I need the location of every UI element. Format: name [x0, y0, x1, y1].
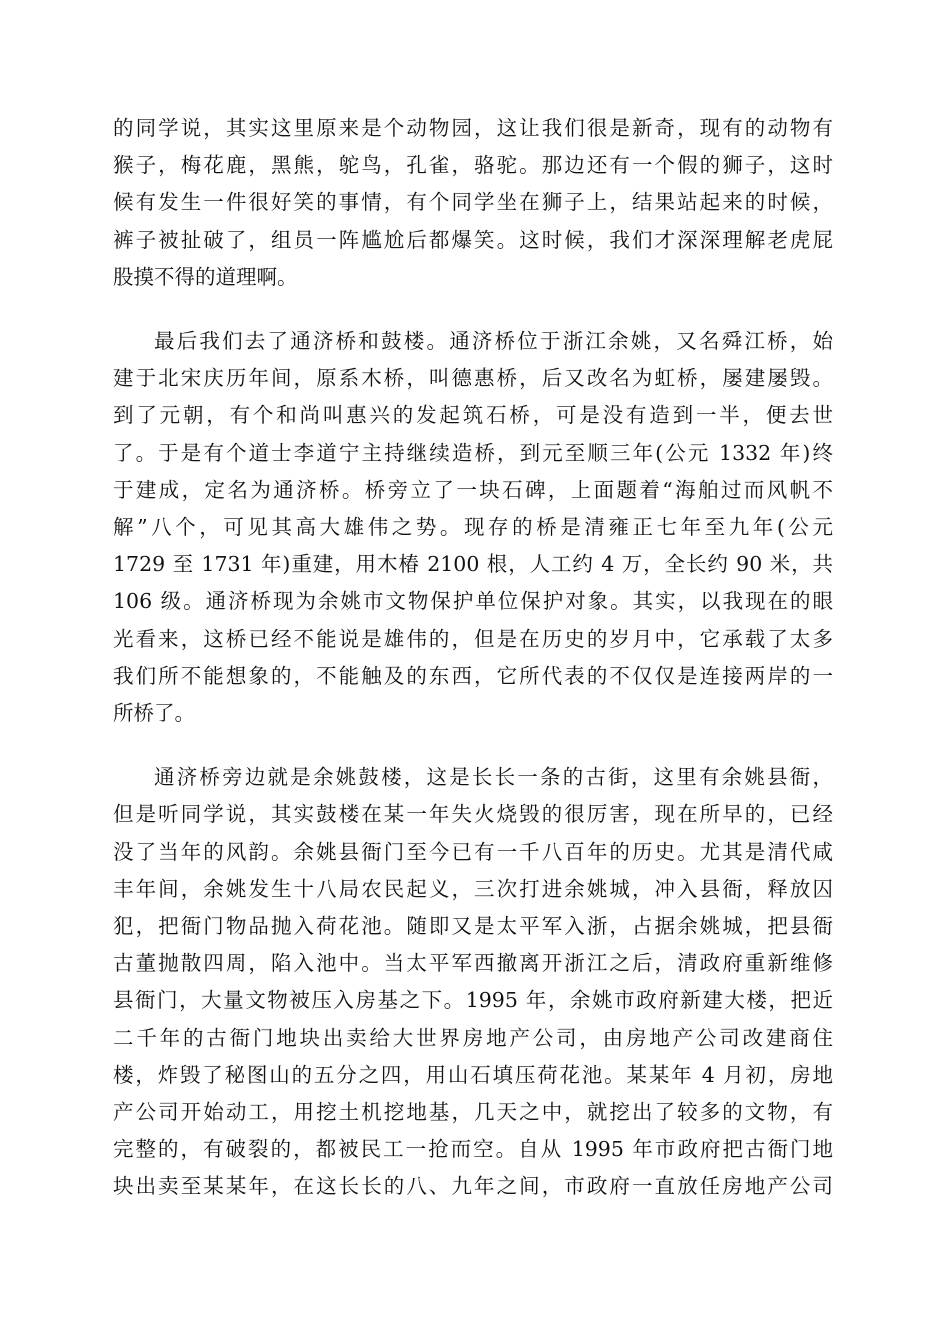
- text-line: 我们所不能想象的，不能触及的东西，它所代表的不仅仅是连接两岸的一: [113, 663, 833, 688]
- text-line: 解”八个，可见其高大雄伟之势。现存的桥是清雍正七年至九年(公元: [113, 515, 833, 540]
- paragraph-tongji-bridge: [113, 323, 833, 732]
- text-line: 但是听同学说，其实鼓楼在某一年失火烧毁的很厉害，现在所早的，已经: [113, 802, 833, 827]
- text-line: 完整的，有破裂的，都被民工一抢而空。自从 1995 年市政府把古衙门地: [113, 1137, 833, 1162]
- text-line: 的同学说，其实这里原来是个动物园，这让我们很是新奇，现有的动物有: [113, 116, 833, 140]
- text-line: 1729 至 1731 年)重建，用木椿 2100 根，人工约 4 万，全长约 90 米，共: [113, 552, 833, 577]
- text-line: 于建成，定名为通济桥。桥旁立了一块石碑，上面题着“海舶过而风帆不: [113, 477, 833, 502]
- text-line: 到了元朝，有个和尚叫惠兴的发起筑石桥，可是没有造到一半，便去世: [113, 403, 833, 428]
- text-line: 县衙门，大量文物被压入房基之下。1995 年，余姚市政府新建大楼，把近: [113, 988, 833, 1013]
- paragraph-zoo: [113, 110, 833, 296]
- text-line: 通济桥旁边就是余姚鼓楼，这是长长一条的古街，这里有余姚县衙，: [154, 765, 833, 790]
- text-line: 了。于是有个道士李道宁主持继续造桥，到元至顺三年(公元 1332 年)终: [113, 440, 833, 465]
- text-line: 候有发生一件很好笑的事情，有个同学坐在狮子上，结果站起来的时候，: [113, 190, 833, 215]
- text-line: 产公司开始动工，用挖土机挖地基，几天之中，就挖出了较多的文物，有: [113, 1100, 833, 1125]
- text-line: 最后我们去了通济桥和鼓楼。通济桥位于浙江余姚，又名舜江桥，始: [154, 329, 833, 354]
- text-line: 股摸不得的道理啊。: [113, 264, 298, 289]
- text-line: 建于北宋庆历年间，原系木桥，叫德惠桥，后又改名为虹桥，屡建屡毁。: [113, 366, 833, 391]
- text-line: 裤子被扯破了，组员一阵尴尬后都爆笑。这时候，我们才深深理解老虎屁: [113, 227, 833, 252]
- text-line: 没了当年的风韵。余姚县衙门至今已有一千八百年的历史。尤其是清代咸: [113, 839, 833, 864]
- text-line: 犯，把衙门物品抛入荷花池。随即又是太平军入浙，占据余姚城，把县衙: [113, 914, 833, 939]
- text-line: 二千年的古衙门地块出卖给大世界房地产公司，由房地产公司改建商住: [113, 1025, 833, 1050]
- text-line: 猴子，梅花鹿，黑熊，鸵鸟，孔雀，骆驼。那边还有一个假的狮子，这时: [113, 153, 833, 178]
- text-line: 古董抛散四周，陷入池中。当太平军西撤离开浙江之后，清政府重新维修: [113, 951, 833, 976]
- body-text: [113, 110, 833, 1206]
- text-line: 块出卖至某某年，在这长长的八、九年之间，市政府一直放任房地产公司: [113, 1174, 833, 1199]
- text-line: 楼，炸毁了秘图山的五分之四，用山石填压荷花池。某某年 4 月初，房地: [113, 1062, 833, 1087]
- text-line: 所桥了。: [113, 701, 195, 726]
- text-line: 光看来，这桥已经不能说是雄伟的，但是在历史的岁月中，它承载了太多: [113, 626, 833, 651]
- paragraph-drum-tower: [113, 759, 833, 1205]
- text-line: 106 级。通济桥现为余姚市文物保护单位保护对象。其实，以我现在的眼: [113, 589, 833, 614]
- text-line: 丰年间，余姚发生十八局农民起义，三次打进余姚城，冲入县衙，释放囚: [113, 876, 833, 901]
